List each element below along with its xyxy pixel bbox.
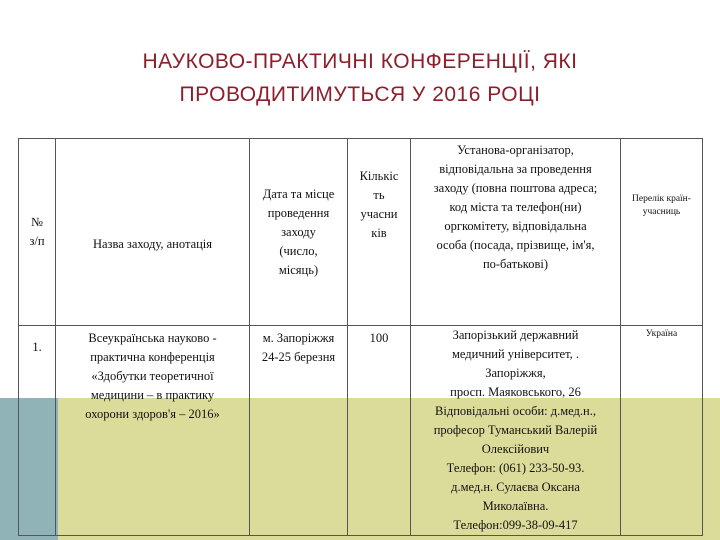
row-countries: Україна [621, 326, 703, 536]
table-row [19, 326, 703, 536]
row-date-place [250, 326, 348, 536]
header-text: Установа-організатор, [457, 143, 574, 157]
header-text: Дата та місце [262, 186, 335, 201]
table-header-row [19, 139, 703, 326]
cell-text: Миколаївна. [482, 499, 549, 513]
cell-text: Запоріжжя, [485, 366, 546, 380]
header-participants-count [348, 139, 411, 326]
cell-text: просп. Маяковського, 26 [450, 385, 581, 399]
cell-text: м. Запоріжжя [262, 331, 335, 345]
header-text: з/п [29, 234, 45, 248]
header-event-name: Назва заходу, анотація [56, 139, 250, 326]
cell-text: Всеукраїнська науково - [88, 331, 217, 345]
row-participants-count: 100 [348, 326, 411, 536]
header-text: учасниць [642, 207, 681, 217]
header-text: заходу [281, 224, 316, 239]
conference-table [18, 138, 703, 536]
title-line-1: НАУКОВО-ПРАКТИЧНІ КОНФЕРЕНЦІЇ, ЯКІ [142, 50, 578, 73]
cell-text: д.мед.н. Сулаєва Оксана [451, 480, 580, 494]
header-text: ть [373, 188, 385, 202]
header-text: особа (посада, прізвище, ім'я, [436, 238, 595, 252]
cell-text: Олексійович [481, 442, 550, 456]
header-text: місяць) [278, 262, 319, 277]
header-text: проведення [267, 205, 330, 220]
header-text: (число, [279, 243, 318, 258]
header-text: № [31, 215, 43, 229]
cell-text: професор Туманський Валерій [433, 423, 598, 437]
cell-text: медичний університет, . [451, 347, 579, 361]
header-text: відповідальна за проведення [439, 162, 592, 176]
cell-text: практична конференція [90, 350, 215, 364]
cell-text: Відповідальні особи: д.мед.н., [435, 404, 596, 418]
header-text: ків [371, 226, 387, 240]
header-number [19, 139, 56, 326]
row-event-name [56, 326, 250, 536]
header-countries [621, 139, 703, 326]
row-number: 1. [19, 326, 56, 536]
cell-text: Телефон:099-38-09-417 [453, 518, 578, 532]
cell-text: охорони здоров'я – 2016» [85, 407, 220, 421]
header-organizer [411, 139, 621, 326]
header-text: Кількіс [359, 169, 399, 183]
header-text: учасни [360, 207, 398, 221]
header-text: по-батькові) [482, 257, 549, 271]
row-organizer [411, 326, 621, 536]
header-date-place [250, 139, 348, 326]
cell-text: Запорізький державний [452, 328, 579, 342]
title-line-2: ПРОВОДИТИМУТЬСЯ У 2016 РОЦІ [179, 83, 541, 106]
cell-text: Телефон: (061) 233-50-93. [446, 461, 585, 475]
cell-text: 24-25 березня [261, 350, 336, 364]
page-title [0, 45, 720, 111]
cell-text: «Здобутки теоретичної [91, 369, 214, 383]
cell-text: медицини – в практику [90, 388, 215, 402]
header-text: оргкомітету, відповідальна [444, 219, 587, 233]
header-text: код міста та телефон(ни) [449, 200, 582, 214]
header-text: Перелік країн- [632, 194, 691, 204]
header-text: заходу (повна поштова адреса; [433, 181, 598, 195]
